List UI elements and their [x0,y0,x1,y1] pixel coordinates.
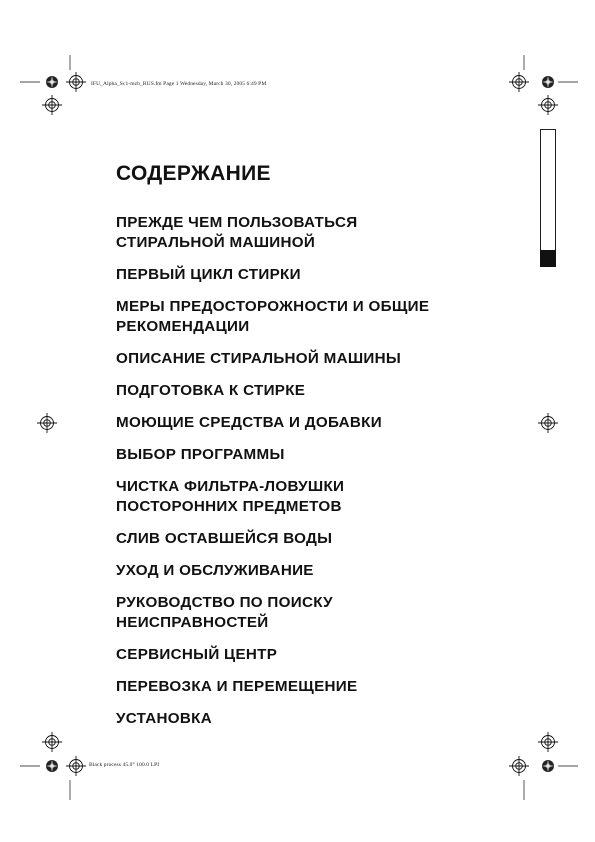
toc-item-line: СЛИВ ОСТАВШЕЙСЯ ВОДЫ [116,530,333,547]
toc-item-line: НЕИСПРАВНОСТЕЙ [116,614,269,631]
toc-item-line: МЕРЫ ПРЕДОСТОРОЖНОСТИ И ОБЩИЕ [116,298,430,315]
toc-item-line: СЕРВИСНЫЙ ЦЕНТР [116,646,278,663]
toc-item-line: ОПИСАНИЕ СТИРАЛЬНОЙ МАШИНЫ [116,350,402,367]
toc-item [116,445,516,465]
toc-item-line: ПОСТОРОННИХ ПРЕДМЕТОВ [116,498,342,515]
toc-item-line: УХОД И ОБСЛУЖИВАНИЕ [116,562,314,579]
registration-mark-top-right [509,72,558,115]
toc-item [116,413,516,433]
toc-item [116,561,516,581]
toc-item [116,709,516,729]
toc-item-line: ВЫБОР ПРОГРАММЫ [116,446,285,463]
page-title: СОДЕРЖАНИЕ [116,162,271,185]
toc-item-line: ПОДГОТОВКА К СТИРКЕ [116,382,306,399]
toc-item [116,265,516,285]
toc-item [116,593,516,633]
toc-item-line: МОЮЩИЕ СРЕДСТВА И ДОБАВКИ [116,414,382,431]
toc-item-line: ПЕРЕВОЗКА И ПЕРЕМЕЩЕНИЕ [116,678,358,695]
registration-mark-right-middle [538,413,558,433]
toc-item [116,297,516,337]
toc-item-line: РУКОВОДСТВО ПО ПОИСКУ [116,594,333,611]
registration-mark-bottom-right [509,732,558,776]
print-slug-top: IFU_Alpha_Sc1-mzb_RUS.fm Page 1 Wednesday, March 30, 2005 6:49 PM [91,81,267,87]
registration-mark-bottom-left [42,732,86,776]
section-tab-frame [540,129,556,267]
toc-item [116,677,516,697]
toc-item-line: ПРЕЖДЕ ЧЕМ ПОЛЬЗОВАТЬСЯ [116,214,358,231]
section-tab-marker [540,250,556,267]
print-slug-bottom: Black process 45.0° 100.0 LPI [89,762,160,768]
toc-item [116,529,516,549]
toc-item [116,213,516,253]
toc-item-line: УСТАНОВКА [116,710,213,727]
toc-item-line: СТИРАЛЬНОЙ МАШИНОЙ [116,234,316,251]
toc-item [116,349,516,369]
toc-item-line: ЧИСТКА ФИЛЬТРА-ЛОВУШКИ [116,478,345,495]
table-of-contents [116,213,516,741]
toc-item [116,381,516,401]
toc-item-line: РЕКОМЕНДАЦИИ [116,318,250,335]
toc-item-line: ПЕРВЫЙ ЦИКЛ СТИРКИ [116,266,301,283]
registration-mark-top-left [42,72,86,115]
registration-mark-left-middle [37,413,57,433]
toc-item [116,645,516,665]
toc-item [116,477,516,517]
